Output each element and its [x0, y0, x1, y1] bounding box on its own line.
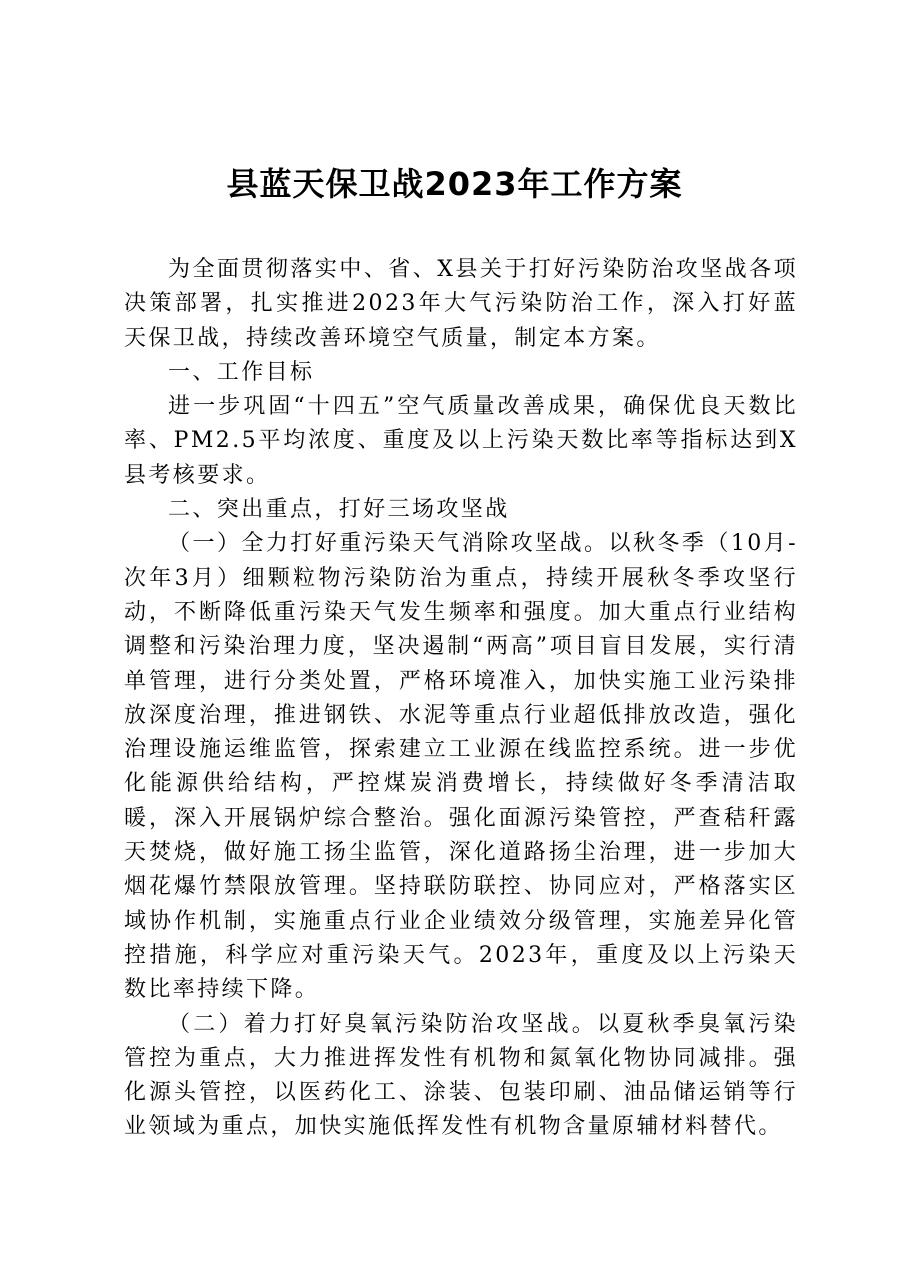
document-title: 县蓝天保卫战2023年工作方案	[226, 165, 683, 203]
goals-paragraph: 进一步巩固“十四五”空气质量改善成果，确保优良天数比率、PM2.5平均浓度、重度及以上污染天数比率等指标达到X县考核要求。	[124, 394, 798, 488]
priority-one-paragraph: （一）全力打好重污染天气消除攻坚战。以秋冬季（10月-次年3月）细颗粒物污染防治为重点，持续开展秋冬季攻坚行动，不断降低重污染天气发生频率和强度。加大重点行业结构调整和污染治理力度，坚决遏制“两高”项目盲目发展，实行清单管理，进行分类处置，严格环境准入，加快实施工业污染排放深度治理，推进钢铁、水泥等重点行业超低排放改造，强化治理设施运维监管，探索建立工业源在线监控系统。进一步优化能源供给结构，严控煤炭消费增长，持续做好冬季清洁取暖，深入开展锅炉综合整治。强化面源污染管控，严查秸秆露天焚烧，做好施工扬尘监管，深化道路扬尘治理，进一步加大烟花爆竹禁限放管理。坚持联防联控、协同应对，严格落实区域协作机制，实施重点行业企业绩效分级管理，实施差异化管控措施，科学应对重污染天气。2023年，重度及以上污染天数比率持续下降。	[124, 531, 798, 1003]
intro-paragraph: 为全面贯彻落实中、省、X县关于打好污染防治攻坚战各项决策部署，扎实推进2023年大气污染防治工作，深入打好蓝天保卫战，持续改善环境空气质量，制定本方案。	[124, 257, 798, 351]
section-heading-priorities: 二、突出重点，打好三场攻坚战	[168, 497, 510, 523]
document-body	[124, 253, 798, 1145]
priority-two-paragraph: （二）着力打好臭氧污染防治攻坚战。以夏秋季臭氧污染管控为重点，大力推进挥发性有机物和氮氧化物协同减排。强化源头管控，以医药化工、涂装、包装印刷、油品储运销等行业领域为重点，加快实施低挥发性有机物含量原辅材料替代。	[124, 1011, 798, 1140]
section-heading-goals: 一、工作目标	[168, 359, 315, 385]
